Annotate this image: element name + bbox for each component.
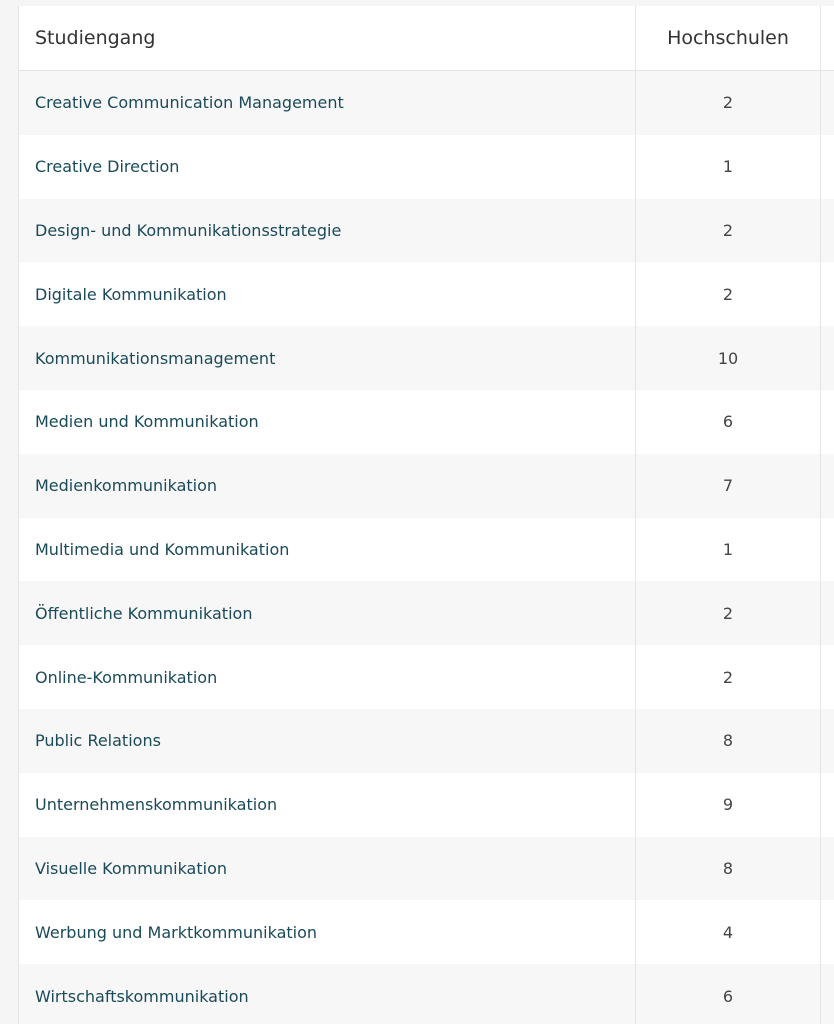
table-row: [19, 773, 834, 837]
university-count: 1: [635, 518, 821, 582]
program-link[interactable]: Werbung und Marktkommunikation: [35, 922, 318, 942]
table-row: [19, 390, 834, 454]
university-count: 2: [635, 199, 821, 263]
table-row: [19, 71, 834, 135]
table-row: [19, 709, 834, 773]
table-row: [19, 581, 834, 645]
header-studiengang[interactable]: Studiengang: [35, 27, 156, 49]
table-row: [19, 326, 834, 390]
program-link[interactable]: Digitale Kommunikation: [35, 284, 227, 304]
program-link[interactable]: Creative Communication Management: [35, 93, 344, 113]
program-link[interactable]: Unternehmenskommunikation: [35, 795, 278, 815]
table-row: [19, 837, 834, 901]
university-count: 2: [635, 645, 821, 709]
program-link[interactable]: Öffentliche Kommunikation: [35, 603, 253, 623]
table-row: [19, 454, 834, 518]
university-count: 2: [635, 581, 821, 645]
university-count: 6: [635, 390, 821, 454]
program-link[interactable]: Multimedia und Kommunikation: [35, 539, 290, 559]
table-row: [19, 964, 834, 1024]
program-link[interactable]: Visuelle Kommunikation: [35, 858, 227, 878]
program-link[interactable]: Creative Direction: [35, 157, 180, 177]
university-count: 2: [635, 71, 821, 135]
program-link[interactable]: Online-Kommunikation: [35, 667, 218, 687]
university-count: 4: [635, 900, 821, 964]
university-count: 7: [635, 454, 821, 518]
university-count: 8: [635, 709, 821, 773]
program-link[interactable]: Design- und Kommunikationsstrategie: [35, 220, 342, 240]
program-link[interactable]: Medienkommunikation: [35, 476, 218, 496]
program-link[interactable]: Wirtschaftskommunikation: [35, 986, 249, 1006]
table-row: [19, 900, 834, 964]
table-row: [19, 135, 834, 199]
university-count: 10: [635, 326, 821, 390]
university-count: 2: [635, 262, 821, 326]
program-link[interactable]: Medien und Kommunikation: [35, 412, 259, 432]
program-link[interactable]: Public Relations: [35, 731, 161, 751]
university-count: 8: [635, 837, 821, 901]
program-link[interactable]: Kommunikationsmanagement: [35, 348, 276, 368]
university-count: 1: [635, 135, 821, 199]
table-row: [19, 518, 834, 582]
table-body: [19, 71, 834, 1024]
university-count: 9: [635, 773, 821, 837]
programs-table: [18, 6, 834, 1024]
university-count: 6: [635, 964, 821, 1024]
header-hochschulen[interactable]: Hochschulen: [635, 6, 821, 70]
table-row: [19, 262, 834, 326]
table-row: [19, 645, 834, 709]
table-row: [19, 199, 834, 263]
table-header: [19, 6, 834, 71]
